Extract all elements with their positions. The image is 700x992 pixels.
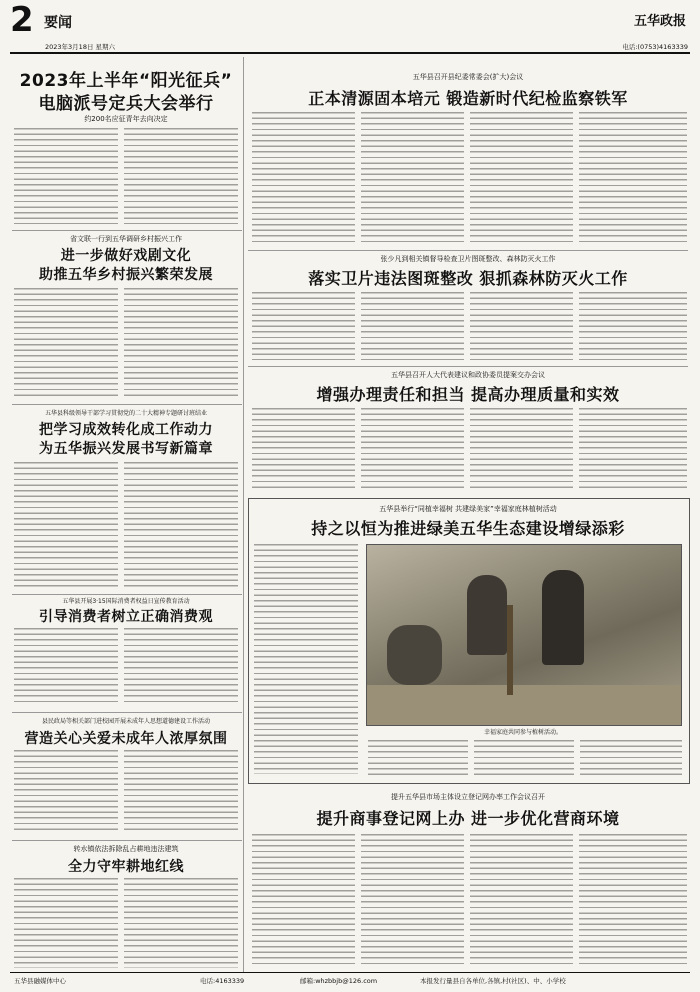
article-7-headline: 持之以恒为推进绿美五华生态建设增绿添彩 — [311, 519, 625, 538]
article-9-body — [124, 750, 238, 834]
divider — [12, 230, 242, 231]
article-6-body — [470, 408, 573, 492]
article-7-body — [474, 740, 574, 776]
article-10-kicker: 转水镇依法拆除乱占耕地违法建筑 — [73, 845, 179, 853]
divider — [248, 250, 688, 251]
article-5-kicker: 五华县科级领导干部学习贯彻党的二十大精神专题研讨班结业 — [44, 410, 207, 417]
article-6-kicker: 五华县召开人大代表建议和政协委员提案交办会议 — [391, 371, 545, 379]
divider — [12, 712, 242, 713]
editor-line: 电话:(0753)4163339 — [622, 43, 688, 51]
photo-caption: 幸福家庭共同参与植树活动。 — [483, 729, 562, 736]
article-4-body — [361, 292, 464, 360]
article-8-body — [14, 628, 118, 706]
article-2-body — [579, 112, 687, 244]
article-4-body — [252, 292, 355, 360]
article-2-body — [252, 112, 355, 244]
article-8-body — [124, 628, 238, 706]
divider — [12, 840, 242, 841]
article-4-kicker: 张少凡到相关镇督导检查卫片图斑整改、森林防灭火工作 — [380, 255, 556, 263]
article-7-kicker: 五华县举行“同植幸福树 共建绿美家”幸福家庭林植树活动 — [379, 505, 557, 513]
header-rule — [10, 52, 690, 54]
article-1-body — [124, 128, 238, 224]
article-4-headline: 落实卫片违法图斑整改 狠抓森林防灭火工作 — [308, 269, 628, 288]
article-3-body — [14, 288, 118, 398]
section-title: 要闻 — [44, 15, 72, 31]
article-8-headline: 引导消费者树立正确消费观 — [39, 609, 213, 625]
article-11-headline: 提升商事登记网上办 进一步优化营商环境 — [316, 809, 620, 828]
article-8-kicker: 五华县开展3·15国际消费者权益日宣传教育活动 — [62, 598, 190, 605]
article-5-body — [124, 462, 238, 588]
paper-name: 五华政报 — [633, 14, 686, 29]
article-6-body — [579, 408, 687, 492]
article-1-kicker: 约200名应征青年去向决定 — [84, 115, 168, 123]
article-1-body — [14, 128, 118, 224]
column-divider — [243, 57, 244, 972]
article-7-body — [254, 544, 358, 774]
divider — [12, 404, 242, 405]
article-10-headline: 全力守牢耕地红线 — [68, 859, 184, 875]
article-9-kicker: 县民政局等相关部门进校园开展未成年人思想道德建设工作活动 — [41, 718, 210, 725]
tree-planting-photo — [366, 544, 682, 726]
article-3-body — [124, 288, 238, 398]
article-6-body — [361, 408, 464, 492]
divider — [12, 594, 242, 595]
article-7-body — [580, 740, 682, 776]
article-5-body — [14, 462, 118, 588]
article-6-body — [252, 408, 355, 492]
article-11-body — [579, 834, 687, 968]
article-11-body — [361, 834, 464, 968]
article-9-headline: 营造关心关爱未成年人浓厚氛围 — [24, 731, 228, 747]
footer-rule — [10, 972, 690, 973]
article-2-kicker: 五华县召开县纪委常委会(扩大)会议 — [412, 73, 524, 81]
article-10-body — [124, 878, 238, 968]
date-line: 2023年3月18日 星期六 — [45, 43, 116, 51]
article-3-headline-line-1: 进一步做好戏剧文化 — [60, 248, 192, 264]
article-3-kicker: 省文联一行到五华调研乡村振兴工作 — [70, 235, 182, 243]
article-11-kicker: 提升五华县市场主体设立登记网办率工作会议召开 — [391, 793, 545, 801]
article-2-body — [470, 112, 573, 244]
article-6-headline: 增强办理责任和担当 提高办理质量和实效 — [316, 385, 620, 404]
footer-phone: 电话:4163339 — [200, 977, 245, 985]
article-2-body — [361, 112, 464, 244]
article-1-headline-line-1: 2023年上半年“阳光征兵” — [19, 71, 233, 91]
article-7-body — [368, 740, 468, 776]
article-5-headline-line-2: 为五华振兴发展书写新篇章 — [39, 441, 213, 457]
article-4-body — [579, 292, 687, 360]
footer-notice: 本报发行量县自各单位,各镇,村(社区)、中、小学校 — [420, 977, 566, 985]
article-2-headline: 正本清源固本培元 锻造新时代纪检监察铁军 — [308, 89, 628, 108]
footer-publisher: 五华县融媒体中心 — [14, 977, 66, 985]
article-4-body — [470, 292, 573, 360]
article-5-headline-line-1: 把学习成效转化成工作动力 — [39, 422, 213, 438]
footer-email: 邮箱:whzbbjb@126.com — [300, 977, 378, 985]
article-3-headline-line-2: 助推五华乡村振兴繁荣发展 — [39, 267, 213, 283]
article-11-body — [252, 834, 355, 968]
article-10-body — [14, 878, 118, 968]
page-number: 2 — [10, 0, 34, 40]
article-9-body — [14, 750, 118, 834]
article-11-body — [470, 834, 573, 968]
article-1-headline-line-2: 电脑派号定兵大会举行 — [38, 94, 214, 114]
divider — [248, 366, 688, 367]
